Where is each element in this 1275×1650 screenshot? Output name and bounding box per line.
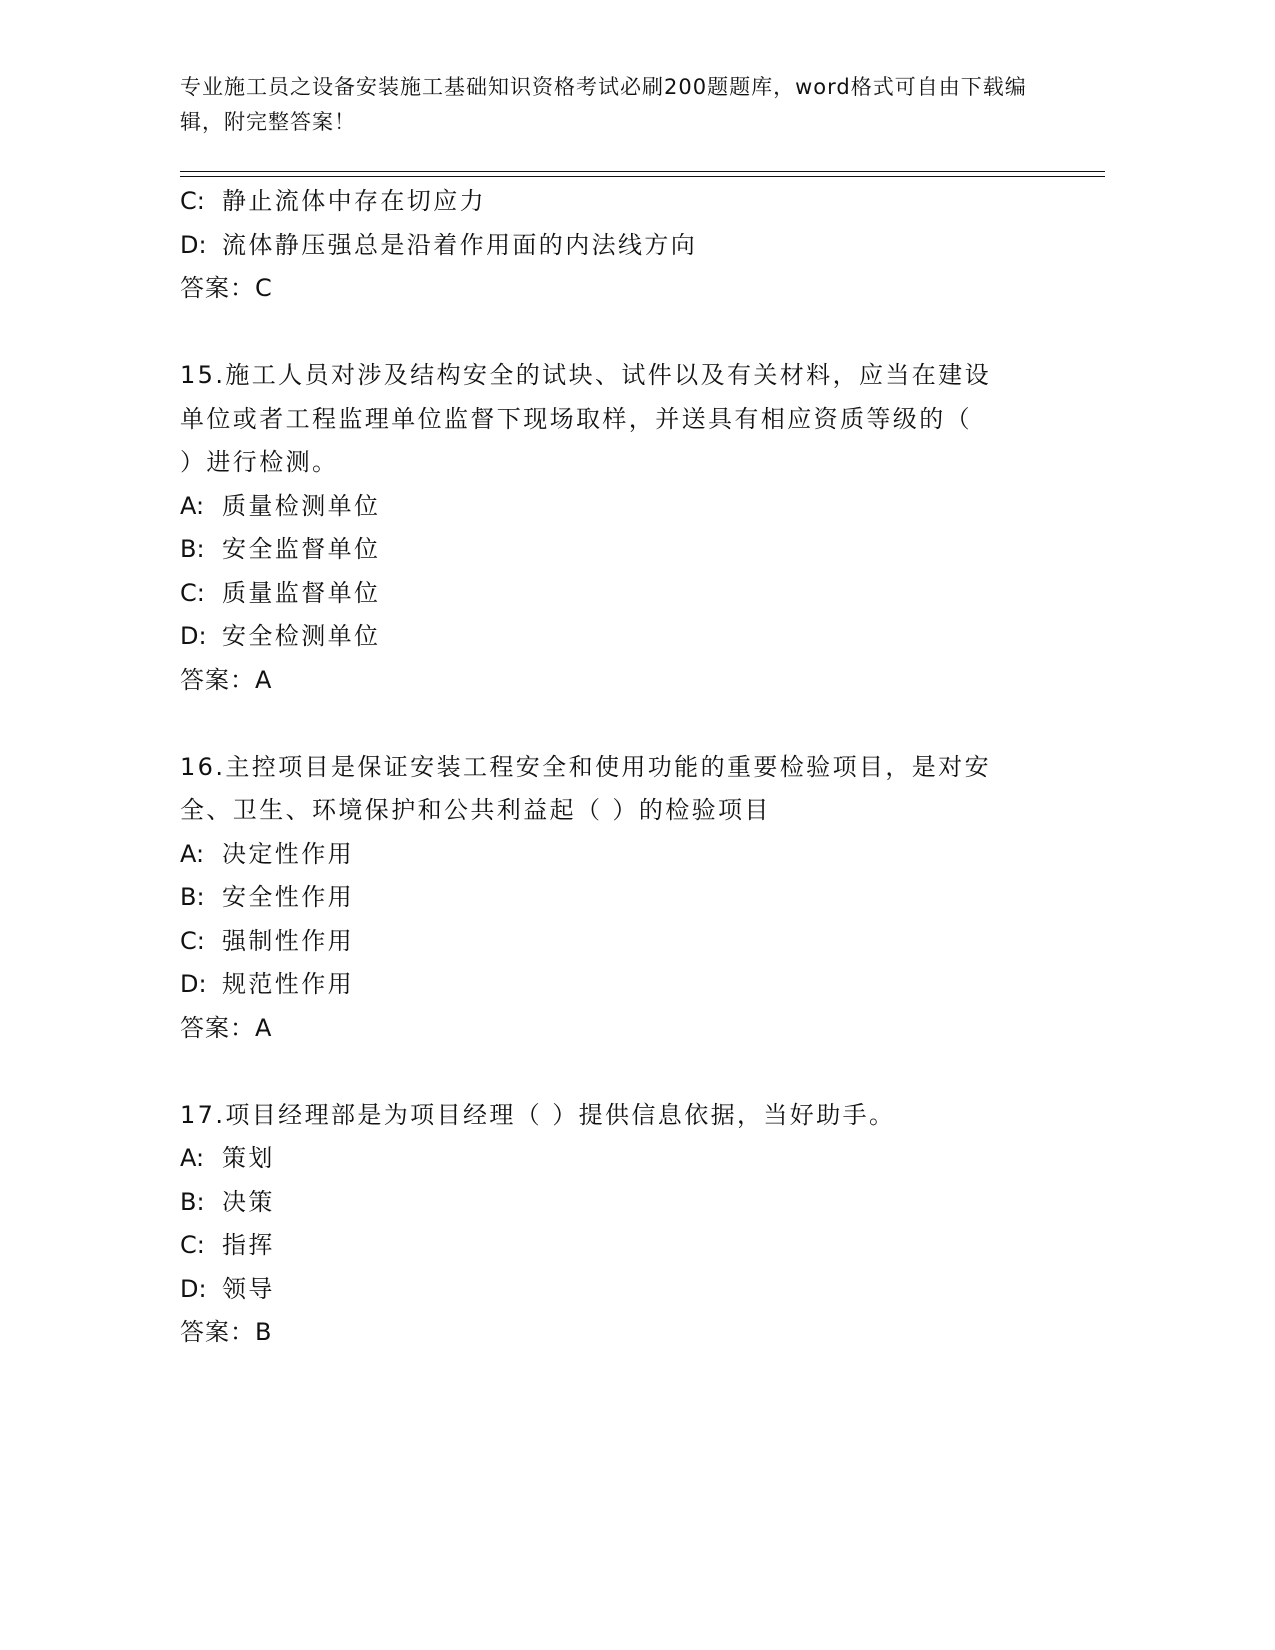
question-text-line: 17.项目经理部是为项目经理（ ）提供信息依据，当好助手。 (180, 1100, 896, 1129)
option-label: D: (180, 1274, 207, 1303)
option-c (180, 572, 1060, 616)
option-text: 规范性作用 (222, 970, 354, 998)
answer-line: 答案：A (180, 665, 273, 694)
answer-line: 答案：B (180, 1318, 273, 1346)
option-text: 策划 (222, 1144, 275, 1172)
option-text: 静止流体中存在切应力 (222, 187, 486, 215)
option-d (180, 615, 1060, 659)
option-label: C: (180, 926, 205, 955)
option-b (180, 528, 1060, 572)
option-text: 安全性作用 (222, 883, 354, 911)
question-text-line: 15.施工人员对涉及结构安全的试块、试件以及有关材料，应当在建设 (180, 361, 991, 389)
option-c (180, 180, 1060, 224)
option-d (180, 224, 1060, 268)
option-label: D: (180, 622, 207, 650)
prev-question (180, 180, 1060, 311)
document-title: 专业施工员之设备安装施工基础知识资格考试必刷200题题库，word格式可自由下载编辑，附完整答案！ (180, 75, 1027, 134)
option-text: 质量检测单位 (222, 491, 381, 520)
header-rule-bottom (180, 176, 1105, 177)
question-text-line: ）进行检测。 (180, 448, 339, 476)
option-text: 强制性作用 (222, 926, 354, 955)
document-header (180, 70, 1060, 140)
document-body (180, 180, 1060, 1355)
option-label: A: (180, 491, 205, 520)
option-label: C: (180, 578, 205, 607)
answer-line: 答案：C (180, 274, 273, 302)
option-c (180, 920, 1060, 964)
option-b (180, 876, 1060, 920)
option-label: B: (180, 1187, 205, 1216)
option-text: 指挥 (222, 1231, 275, 1259)
option-d (180, 1268, 1060, 1312)
question-17 (180, 1094, 1060, 1355)
option-c (180, 1224, 1060, 1268)
question-text-line: 16.主控项目是保证安装工程安全和使用功能的重要检验项目，是对安 (180, 752, 991, 781)
option-label: A: (180, 839, 205, 868)
option-label: B: (180, 883, 205, 911)
option-text: 质量监督单位 (222, 578, 381, 607)
option-text: 决策 (222, 1187, 275, 1216)
question-15 (180, 354, 1060, 702)
option-label: C: (180, 187, 205, 215)
spacer (180, 702, 1060, 746)
question-16 (180, 746, 1060, 1051)
option-text: 安全监督单位 (222, 535, 381, 563)
option-label: D: (180, 970, 207, 998)
header-rule-top (180, 171, 1105, 172)
option-text: 决定性作用 (222, 839, 354, 868)
option-text: 领导 (222, 1274, 275, 1303)
question-text-line: 单位或者工程监理单位监督下现场取样，并送具有相应资质等级的（ (180, 404, 972, 433)
option-label: B: (180, 535, 205, 563)
option-label: A: (180, 1144, 205, 1172)
option-b (180, 1181, 1060, 1225)
option-label: C: (180, 1231, 205, 1259)
option-a (180, 1137, 1060, 1181)
option-text: 流体静压强总是沿着作用面的内法线方向 (222, 230, 698, 259)
question-text-line: 全、卫生、环境保护和公共利益起（ ）的检验项目 (180, 796, 771, 824)
option-label: D: (180, 230, 207, 259)
option-d (180, 963, 1060, 1007)
option-a (180, 485, 1060, 529)
spacer (180, 1050, 1060, 1094)
option-text: 安全检测单位 (222, 622, 381, 650)
answer-line: 答案：A (180, 1013, 273, 1042)
spacer (180, 311, 1060, 355)
option-a (180, 833, 1060, 877)
